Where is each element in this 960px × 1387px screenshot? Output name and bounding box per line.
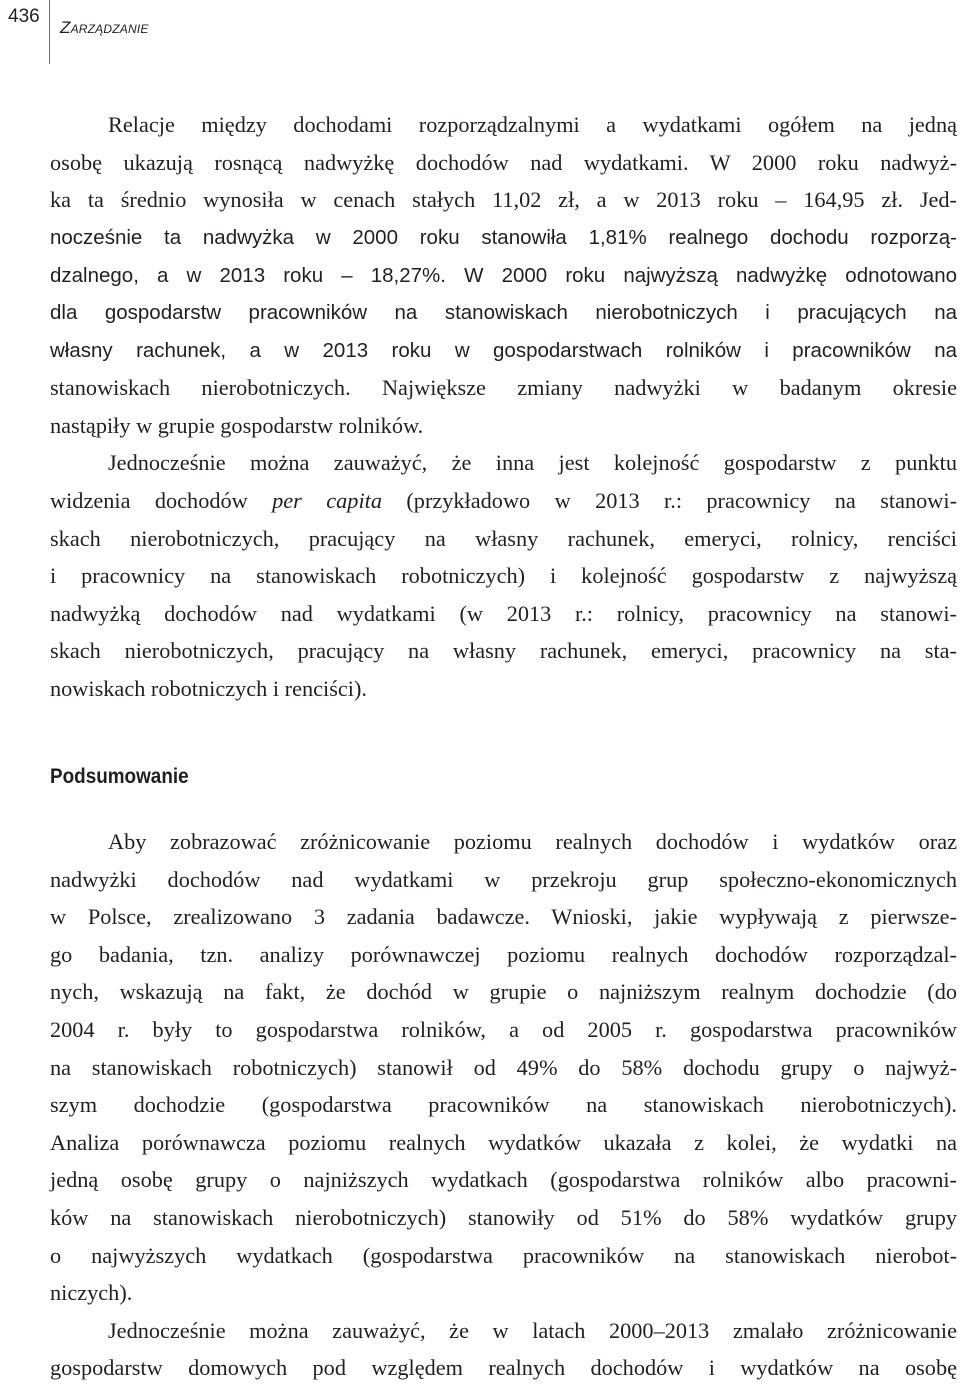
per-capita-italic: per capita	[272, 487, 382, 513]
paragraph-line: skach nierobotniczych, pracujący na własny rachunek, emeryci, rolnicy, renciści	[50, 525, 957, 551]
paragraph-line: ka ta średnio wynosiła w cenach stałych 11,02 zł, a w 2013 roku – 164,95 zł. Jed-	[50, 187, 957, 213]
paragraph-line: gospodarstw domowych pod względem realnych dochodów i wydatków na osobę	[50, 1355, 957, 1381]
header-divider	[49, 0, 50, 64]
paragraph-line	[50, 256, 957, 294]
page-header	[0, 0, 960, 64]
running-head: Zarządzanie	[60, 18, 149, 37]
paragraph-line: niczych).	[50, 1280, 133, 1306]
paragraph-line-part: W 2000 roku najwyższą nadwyżkę odnotowano	[445, 264, 957, 288]
body-text-summary	[50, 823, 957, 1387]
paragraph-line: nadwyżki dochodów nad wydatkami w przekroju grup społeczno-ekonomicznych	[50, 866, 957, 892]
paragraph-line-part: widzenia dochodów	[50, 487, 273, 513]
paragraph-line: Jednocześnie można zauważyć, że inna jest kolejność gospodarstw z punktu	[108, 450, 957, 476]
paragraph-line: w Polsce, zrealizowano 3 zadania badawcze. Wnioski, jakie wypływają z pierwsze-	[50, 904, 957, 930]
section-heading: Podsumowanie	[50, 765, 189, 788]
body-text-top	[50, 106, 957, 708]
paragraph-line: na stanowiskach robotniczych) stanowił od 49% do 58% dochodu grupy o najwyż-	[50, 1054, 957, 1080]
paragraph-line-part: (przykładowo w 2013 r.: pracownicy na stanowi-	[381, 487, 957, 513]
paragraph-line: nocześnie ta nadwyżka w 2000 roku stanowiła 1,81% realnego dochodu rozporzą-	[50, 225, 957, 249]
paragraph-line: nastąpiły w grupie gospodarstw rolników.	[50, 412, 424, 438]
paragraph-summary-1	[50, 823, 957, 1312]
paragraph-line: własny rachunek, a w 2013 roku w gospodarstwach rolników i pracowników na	[50, 338, 957, 362]
paragraph-line: nowiskach robotniczych i renciści).	[50, 675, 368, 701]
paragraph-summary-2	[50, 1312, 957, 1387]
paragraph-line-part: dzalnego, a w 2013 roku – 18,27%.	[50, 264, 446, 288]
paragraph-line: dla gospodarstw pracowników na stanowiskach nierobotniczych i pracujących na	[50, 300, 957, 324]
paragraph-household-order	[50, 444, 957, 707]
paragraph-line: Relacje między dochodami rozporządzalnymi a wydatkami ogółem na jedną	[108, 112, 957, 137]
paragraph-line: stanowiskach nierobotniczych. Największe zmiany nadwyżki w badanym okresie	[50, 375, 957, 401]
paragraph-line: go badania, tzn. analizy porównawczej poziomu realnych dochodów rozporządzal-	[50, 941, 957, 967]
paragraph-line	[50, 482, 957, 520]
paragraph-line: ków na stanowiskach nierobotniczych) stanowiły od 51% do 58% wydatków grupy	[50, 1204, 957, 1230]
paragraph-line: 2004 r. były to gospodarstwa rolników, a od 2005 r. gospodarstwa pracowników	[50, 1016, 957, 1042]
paragraph-line: skach nierobotniczych, pracujący na własny rachunek, emeryci, pracownicy na sta-	[50, 638, 957, 664]
page-number: 436	[8, 6, 40, 27]
paragraph-line: jedną osobę grupy o najniższych wydatkach (gospodarstwa rolników albo pracowni-	[50, 1167, 957, 1193]
paragraph-line: nadwyżką dochodów nad wydatkami (w 2013 r.: rolnicy, pracownicy na stanowi-	[50, 600, 957, 626]
paragraph-line: i pracownicy na stanowiskach robotniczych) i kolejność gospodarstw z najwyższą	[50, 563, 957, 589]
paragraph-line: Analiza porównawcza poziomu realnych wydatków ukazała z kolei, że wydatki na	[50, 1129, 957, 1155]
paragraph-line: Aby zobrazować zróżnicowanie poziomu realnych dochodów i wydatków oraz	[108, 829, 957, 854]
paragraph-line: Jednocześnie można zauważyć, że w latach 2000–2013 zmalało zróżnicowanie	[108, 1317, 957, 1343]
paragraph-income-expenditure	[50, 106, 957, 444]
paragraph-line: o najwyższych wydatkach (gospodarstwa pracowników na stanowiskach nierobot-	[50, 1242, 957, 1268]
paragraph-line: nych, wskazują na fakt, że dochód w grupie o najniższym realnym dochodzie (do	[50, 979, 957, 1005]
paragraph-line: osobę ukazują rosnącą nadwyżkę dochodów nad wydatkami. W 2000 roku nadwyż-	[50, 149, 957, 175]
paragraph-line: szym dochodzie (gospodarstwa pracowników na stanowiskach nierobotniczych).	[50, 1092, 957, 1118]
